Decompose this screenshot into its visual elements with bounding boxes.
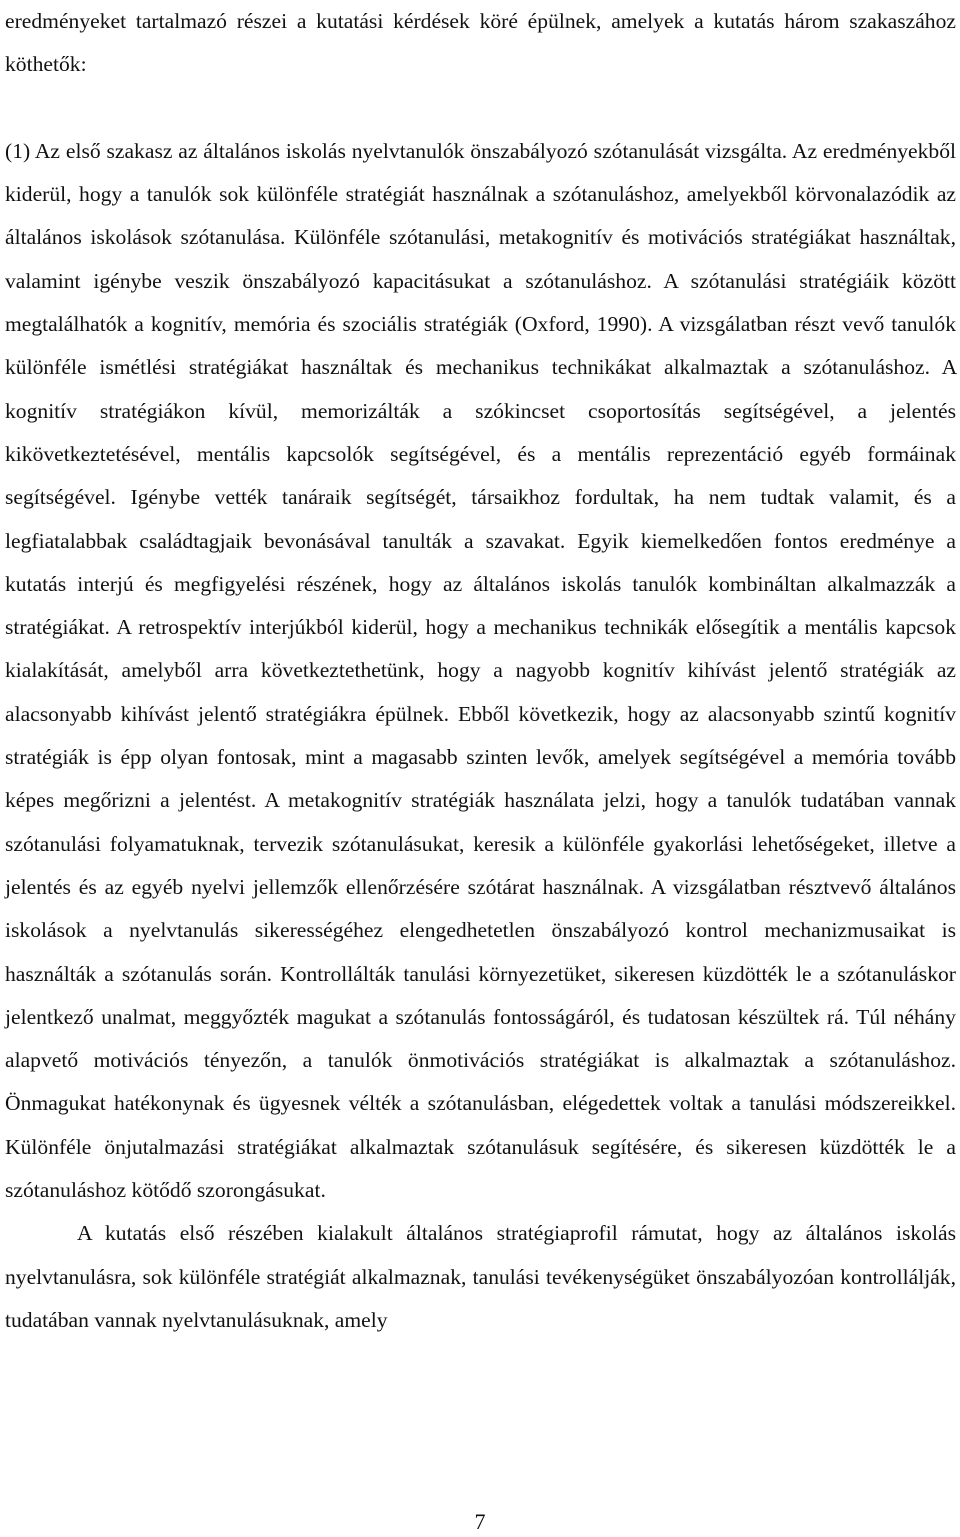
text-line: alkalmaztak a szótanuláshoz. Önmagukat hatékonynak és ügyesnek vélték a szótanulásban, [5, 1048, 956, 1116]
text-line: rá. Túl néhány alapvető motivációs tényezőn, a tanulók önmotivációs stratégiákat is [5, 1004, 956, 1073]
text-line: eredményekből kiderül, hogy a tanulók sok különféle stratégiát használnak a szótanuláshoz, [5, 138, 957, 207]
text-line: jelentkező unalmat, meggyőzték magukat a szótanulás fontosságáról, és tudatosan készültek [5, 1004, 820, 1029]
text-line: szakaszához köthetők: [5, 9, 956, 77]
text-line: formáinak segítségével. Igénybe vették tanáraik segítségét, társaikhoz fordultak, ha nem [5, 441, 956, 510]
text-line: a tanulók tudatában vannak szótanulási folyamatuknak, tervezik szótanulásukat, keresik a [5, 788, 956, 856]
text-line: kiemelkedően fontos eredménye a kutatás interjú és megfigyelési részének, hogy az általános [5, 528, 956, 596]
text-line: kihívást jelentő stratégiákra épülnek. Ebből következik, hogy az alacsonyabb szintű kognitív [120, 701, 956, 726]
paragraph-intro [5, 0, 956, 87]
paragraph-first-stage [5, 130, 956, 1212]
text-line: tudtak valamit, és a legfiatalabbak családtagjaik bevonásával tanulták a szavakat. Egyik [5, 485, 956, 553]
text-line: (1) Az első szakasz az általános iskolás nyelvtanulók önszabályozó szótanulását vizsgálta. Az [5, 138, 818, 163]
page-number: 7 [474, 1509, 486, 1534]
text-line: hogy a mechanikus technikák elősegítik a mentális kapcsok kialakítását, amelyből arra [5, 615, 956, 683]
text-line: kognitív stratégiákon kívül, memorizálták a szókincset csoportosítás segítségével, a jelentés [5, 398, 956, 423]
text-line: ellenőrzésére szótárat használnak. A vizsgálatban résztvevő általános iskolások a nyelvtanulás [5, 874, 956, 943]
document-page [5, 0, 956, 1342]
text-line: szótanulásuk segítésére, és sikeresen küzdötték le a szótanuláshoz kötődő szorongásukat. [5, 1134, 956, 1203]
text-line: amelyekből körvonalazódik az általános iskolások szótanulása. Különféle szótanulási, [5, 182, 956, 250]
text-line: következtethetünk, hogy a nagyobb kognitív kihívást jelentő stratégiák az alacsonyabb [5, 658, 957, 726]
text-line: iskolás tanulók kombináltan alkalmazzák a stratégiákat. A retrospektív interjúkból kiderül, [5, 571, 957, 640]
text-line: ismétlési stratégiákat használtak és mechanikus technikákat alkalmaztak a szótanuláshoz. A [99, 355, 956, 380]
paragraph-spacer [5, 87, 956, 130]
text-line: sikerességéhez elengedhetetlen önszabályozó kontrol mechanizmusaikat is használták a [5, 918, 956, 986]
text-line: memória tovább képes megőrizni a jelentést. A metakognitív stratégiák használata jelzi, hogy [5, 745, 957, 813]
text-line: szótanulás során. Kontrollálták tanulási környezetüket, sikeresen küzdötték le a szótanuláskor [121, 961, 956, 986]
text-line: memória és szociális stratégiák (Oxford, 1990). A vizsgálatban részt vevő tanulók különféle [5, 312, 956, 380]
text-line: elégedettek voltak a tanulási módszereikkel. Különféle önjutalmazási stratégiákat alkalmaztak [5, 1091, 956, 1159]
text-line: kikövetkeztetésével, mentális kapcsolók segítségével, és a mentális reprezentáció egyéb [5, 441, 851, 466]
text-line: tevékenységüket önszabályozóan kontrollálják, tudatában vannak nyelvtanulásuknak, amely [5, 1264, 957, 1332]
paragraph-strategy-profile [5, 1212, 956, 1342]
text-line: iskolás nyelvtanulásra, sok különféle stratégiát alkalmaznak, tanulási [5, 1221, 956, 1289]
text-line: eredményeket tartalmazó részei a kutatási kérdések köré épülnek, amelyek a kutatás három [5, 9, 840, 33]
text-line: metakognitív és motivációs stratégiákat használtak, valamint igénybe veszik önszabályozó [5, 225, 957, 293]
text-line: A kutatás első részében kialakult általános stratégiaprofil rámutat, hogy az általános [77, 1221, 883, 1246]
text-line: kapacitásukat a szótanuláshoz. A szótanulási stratégiáik között megtalálhatók a kognitív, [5, 268, 956, 337]
text-line: stratégiák is épp olyan fontosak, mint a magasabb szinten levők, amelyek segítségével a [5, 745, 804, 770]
text-line: különféle gyakorlási lehetőségeket, illetve a jelentés és az egyéb nyelvi jellemzők [5, 831, 956, 899]
